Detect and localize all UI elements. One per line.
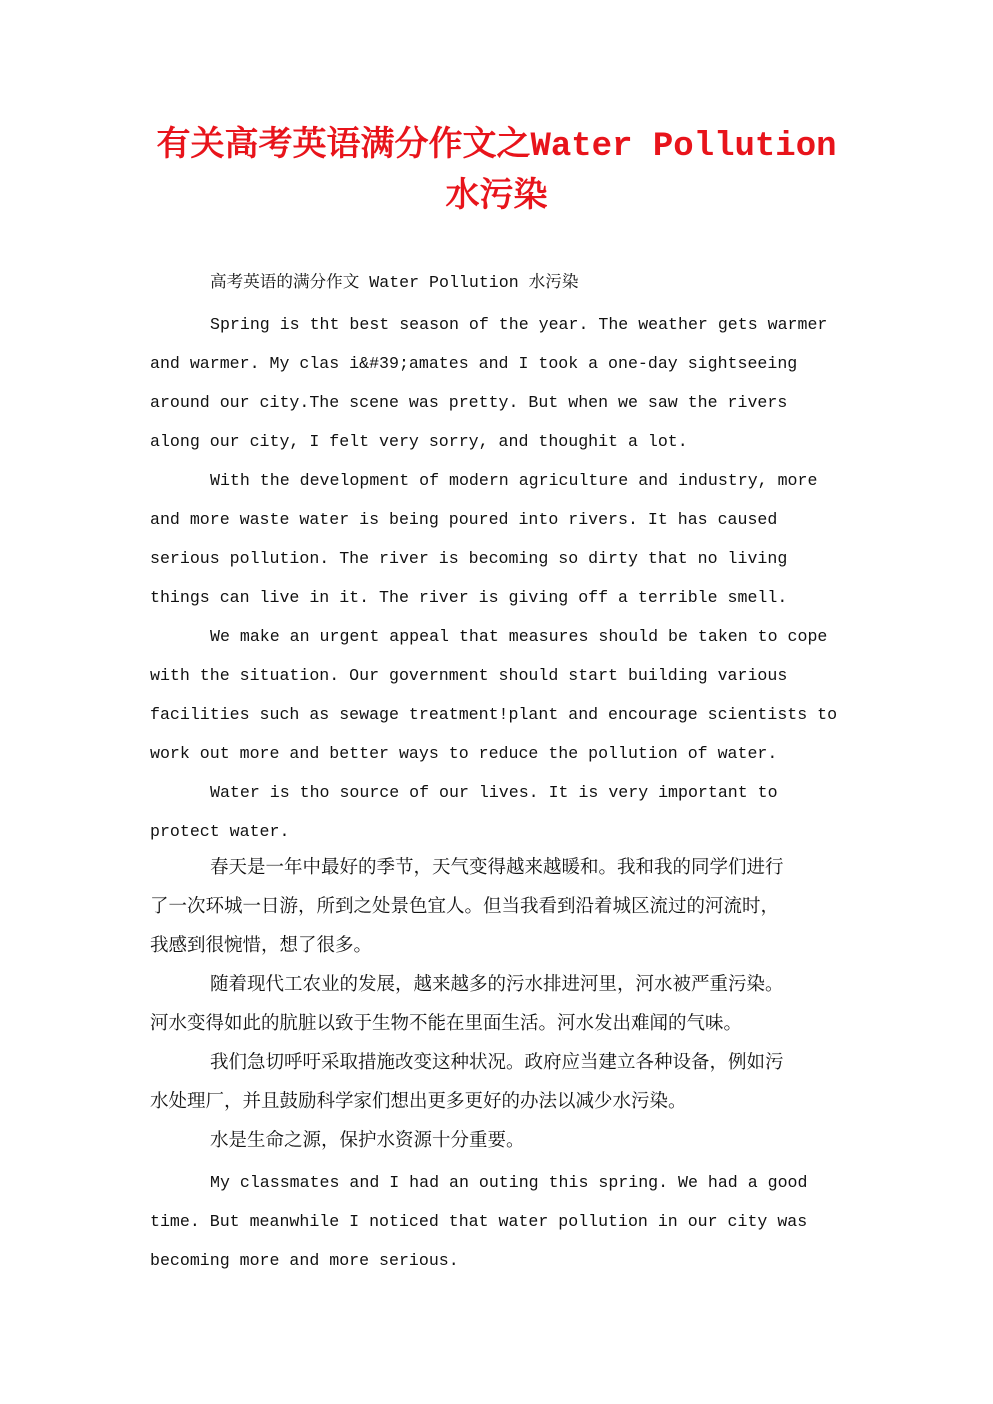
paragraph-1-line-2: around our city.The scene was pretty. But when we saw the rivers: [150, 393, 788, 412]
paragraph-7-line-0: 我们急切呼吁采取措施改变这种状况。政府应当建立各种设备，例如污: [210, 1052, 784, 1073]
paragraph-4-line-0: Water is tho source of our lives. It is very important to: [210, 783, 778, 802]
paragraph-1-line-0: Spring is tht best season of the year. The weather gets warmer: [210, 315, 828, 334]
paragraph-9-line-1: time. But meanwhile I noticed that water pollution in our city was: [150, 1212, 808, 1231]
paragraph-3-line-2: facilities such as sewage treatment!plant and encourage scientists to: [150, 705, 838, 724]
paragraph-6-line-0: 随着现代工农业的发展，越来越多的污水排进河里，河水被严重污染。: [210, 974, 784, 995]
paragraph-1-line-3: along our city, I felt very sorry, and thoughit a lot.: [150, 432, 688, 451]
paragraph-2-line-1: and more waste water is being poured into rivers. It has caused: [150, 510, 778, 529]
paragraph-0-line-0: 高考英语的满分作文 Water Pollution 水污染: [210, 273, 579, 292]
paragraph-1-line-1: and warmer. My clas i&#39;amates and I took a one-day sightseeing: [150, 354, 798, 373]
document-title-line-1: 有关高考英语满分作文之Water Pollution: [156, 128, 837, 166]
paragraph-6-line-1: 河水变得如此的肮脏以致于生物不能在里面生活。河水发出难闻的气味。: [150, 1013, 743, 1034]
paragraph-5-line-0: 春天是一年中最好的季节，天气变得越来越暖和。我和我的同学们进行: [210, 857, 784, 878]
paragraph-8-line-0: 水是生命之源，保护水资源十分重要。: [210, 1130, 525, 1151]
paragraph-5-line-2: 我感到很惋惜，想了很多。: [150, 935, 373, 956]
paragraph-2-line-2: serious pollution. The river is becoming so dirty that no living: [150, 549, 788, 568]
paragraph-5-line-1: 了一次环城一日游，所到之处景色宜人。但当我看到沿着城区流过的河流时，: [150, 896, 780, 917]
paragraph-2-line-3: things can live in it. The river is giving off a terrible smell.: [150, 588, 788, 607]
document-title-line-2: 水污染: [445, 179, 548, 217]
paragraph-3-line-3: work out more and better ways to reduce the pollution of water.: [150, 744, 778, 763]
paragraph-7-line-1: 水处理厂，并且鼓励科学家们想出更多更好的办法以减少水污染。: [150, 1091, 687, 1112]
paragraph-3-line-1: with the situation. Our government should start building various: [150, 666, 788, 685]
paragraph-3-line-0: We make an urgent appeal that measures should be taken to cope: [210, 627, 828, 646]
paragraph-2-line-0: With the development of modern agriculture and industry, more: [210, 471, 818, 490]
paragraph-9-line-0: My classmates and I had an outing this spring. We had a good: [210, 1173, 808, 1192]
paragraph-9-line-2: becoming more and more serious.: [150, 1251, 459, 1270]
paragraph-4-line-1: protect water.: [150, 822, 290, 841]
